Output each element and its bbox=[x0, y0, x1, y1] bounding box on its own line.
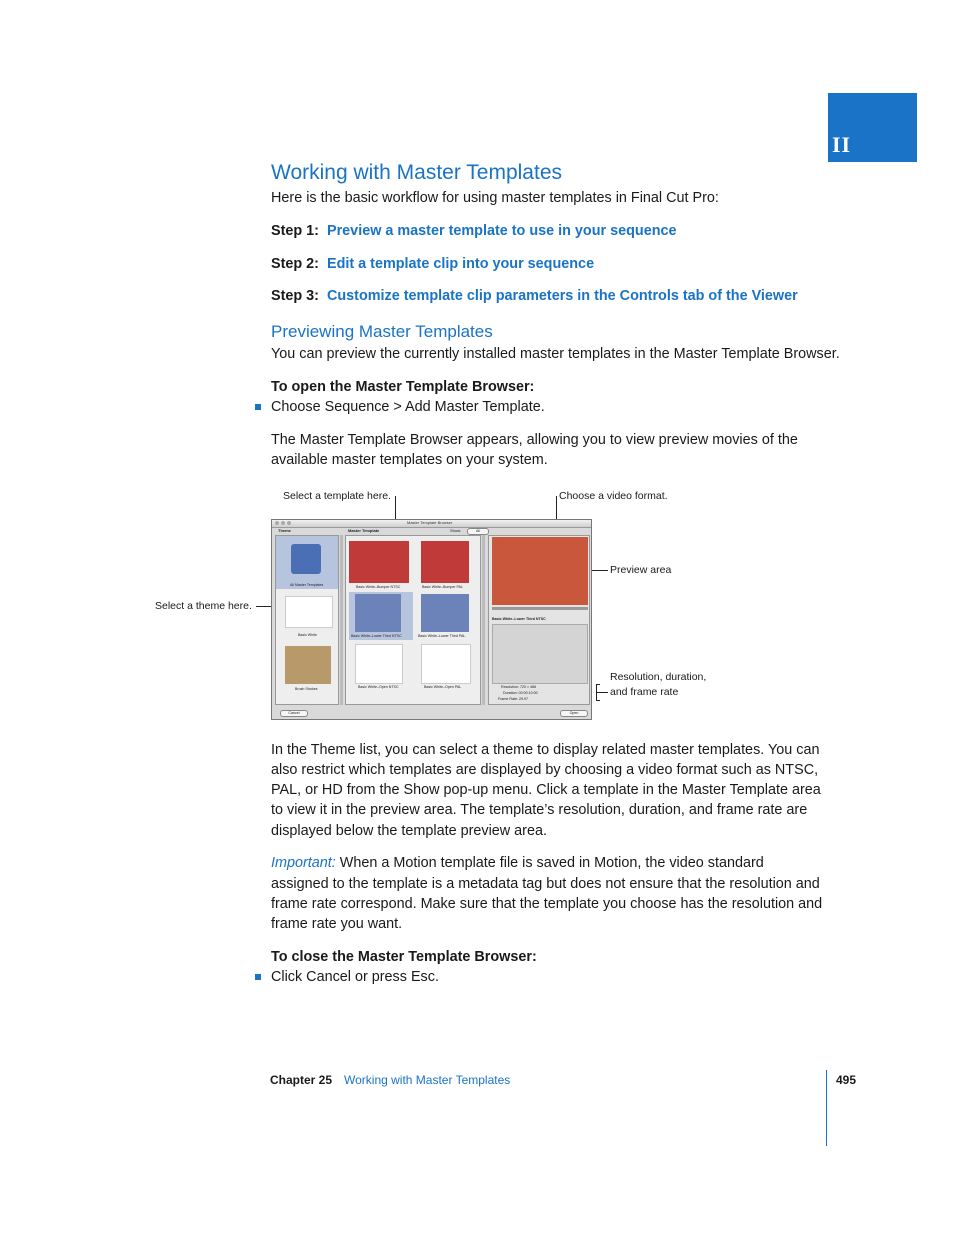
footer-chapter-title[interactable]: Working with Master Templates bbox=[344, 1073, 511, 1087]
theme-para-line-2: also restrict which templates are displayed by choosing a video format such as NTSC, bbox=[271, 762, 819, 778]
close-browser-label: To close the Master Template Browser: bbox=[271, 949, 537, 965]
window-title: Master Template Browser bbox=[407, 520, 453, 525]
theme-list[interactable] bbox=[275, 535, 339, 705]
template-label: Basic White–Lower Third PAL bbox=[418, 634, 466, 638]
step-2 bbox=[271, 254, 594, 274]
important-text: When a Motion template file is saved in Motion, the video standard bbox=[335, 855, 764, 871]
template-label: Basic White–Open PAL bbox=[424, 685, 462, 689]
preview-pane bbox=[488, 535, 590, 705]
show-popup[interactable]: All bbox=[467, 528, 489, 535]
preview-info-area bbox=[492, 624, 588, 684]
intro-text: Here is the basic workflow for using master templates in Final Cut Pro: bbox=[271, 190, 719, 206]
callout-select-theme: Select a theme here. bbox=[155, 600, 252, 612]
section-heading: Previewing Master Templates bbox=[271, 322, 493, 341]
callout-select-template: Select a template here. bbox=[283, 490, 391, 502]
step-2-link[interactable]: Edit a template clip into your sequence bbox=[326, 256, 595, 272]
page-number: 495 bbox=[836, 1073, 857, 1087]
important-line-2: assigned to the template is a metadata tag but does not ensure that the resolution and bbox=[271, 876, 820, 892]
theme-header: Theme bbox=[278, 528, 291, 533]
template-thumbnail[interactable] bbox=[355, 594, 401, 632]
frame-rate-info: Frame Rate: 29.97 bbox=[498, 697, 528, 701]
theme-item-label: All Master Templates bbox=[290, 583, 324, 587]
folder-icon bbox=[291, 544, 321, 574]
show-label: Show: bbox=[450, 528, 462, 533]
template-label: Basic White–Lower Third NTSC bbox=[351, 634, 402, 638]
close-icon bbox=[275, 521, 279, 525]
theme-para-line-4: to view it in the preview area. The template’s resolution, duration, and frame rate are bbox=[271, 802, 808, 818]
template-thumbnail[interactable] bbox=[349, 541, 409, 583]
template-thumbnail[interactable] bbox=[421, 644, 471, 684]
footer-chapter: Chapter 25 bbox=[270, 1073, 333, 1087]
bullet-icon bbox=[255, 974, 261, 980]
step-1-label: Step 1: bbox=[271, 223, 319, 239]
theme-thumbnail[interactable] bbox=[285, 646, 331, 684]
theme-para-line-3: PAL, or HD from the Show pop-up menu. Click a template in the Master Template area bbox=[271, 782, 821, 798]
cancel-button[interactable]: Cancel bbox=[280, 710, 308, 717]
step-1-link[interactable]: Preview a master template to use in your sequence bbox=[326, 223, 677, 239]
template-scrollbar[interactable] bbox=[482, 535, 485, 705]
theme-para-line-5: displayed below the template preview area. bbox=[271, 823, 547, 839]
zoom-icon bbox=[287, 521, 291, 525]
part-tab-label: II bbox=[832, 132, 852, 157]
callout-choose-format: Choose a video format. bbox=[559, 490, 668, 502]
preview-caption: Basic White–Lower Third NTSC bbox=[492, 617, 546, 621]
important-label: Important: bbox=[271, 855, 336, 871]
callout-preview-area: Preview area bbox=[610, 564, 672, 576]
theme-item-label: Brush Strokes bbox=[295, 687, 318, 691]
callout-resolution-2: and frame rate bbox=[610, 686, 679, 698]
open-bullet-text: Choose Sequence > Add Master Template. bbox=[271, 399, 545, 415]
template-thumbnail[interactable] bbox=[421, 594, 469, 632]
minimize-icon bbox=[281, 521, 285, 525]
appears-line-2: available master templates on your system. bbox=[271, 452, 548, 468]
preview-scrubber[interactable] bbox=[492, 607, 588, 610]
window-titlebar bbox=[272, 520, 591, 528]
footer-rule bbox=[826, 1070, 827, 1146]
preview-paragraph: You can preview the currently installed master templates in the Master Template Browser. bbox=[271, 346, 840, 362]
open-browser-label: To open the Master Template Browser: bbox=[271, 379, 535, 395]
template-label: Basic White–Bumper NTSC bbox=[356, 585, 401, 589]
step-1 bbox=[271, 221, 677, 241]
step-3-label: Step 3: bbox=[271, 288, 319, 304]
part-tab bbox=[828, 93, 917, 162]
step-3 bbox=[271, 286, 798, 306]
template-label: Basic White–Bumper PAL bbox=[422, 585, 464, 589]
theme-para-line-1: In the Theme list, you can select a theme to display related master templates. You can bbox=[271, 742, 820, 758]
template-list[interactable] bbox=[345, 535, 481, 705]
important-line-1 bbox=[271, 853, 764, 873]
callout-line bbox=[597, 692, 608, 693]
theme-item-label: Basic White bbox=[298, 633, 317, 637]
duration-info: Duration: 00:00:10:00 bbox=[503, 691, 538, 695]
master-template-browser-screenshot bbox=[271, 519, 592, 720]
important-line-4: frame rate you want. bbox=[271, 916, 403, 932]
close-bullet-text: Click Cancel or press Esc. bbox=[271, 969, 439, 985]
callout-resolution-1: Resolution, duration, bbox=[610, 671, 707, 683]
callout-bracket bbox=[596, 684, 600, 685]
theme-scrollbar[interactable] bbox=[340, 535, 343, 705]
step-3-link[interactable]: Customize template clip parameters in the Controls tab of the Viewer bbox=[326, 288, 798, 304]
template-thumbnail[interactable] bbox=[421, 541, 469, 583]
template-thumbnail[interactable] bbox=[355, 644, 403, 684]
appears-line-1: The Master Template Browser appears, allowing you to view preview movies of the bbox=[271, 432, 798, 448]
preview-video bbox=[492, 537, 588, 605]
step-2-label: Step 2: bbox=[271, 256, 319, 272]
resolution-info: Resolution: 720 × 486 bbox=[501, 685, 537, 689]
bullet-icon bbox=[255, 404, 261, 410]
template-header: Master Template bbox=[348, 528, 380, 533]
callout-bracket bbox=[596, 700, 600, 701]
page-title: Working with Master Templates bbox=[271, 161, 562, 184]
template-label: Basic White–Open NTSC bbox=[358, 685, 399, 689]
important-line-3: frame rate correspond. Make sure that the template you choose has the resolution and bbox=[271, 896, 823, 912]
open-button[interactable]: Open bbox=[560, 710, 588, 717]
theme-thumbnail[interactable] bbox=[285, 596, 333, 628]
